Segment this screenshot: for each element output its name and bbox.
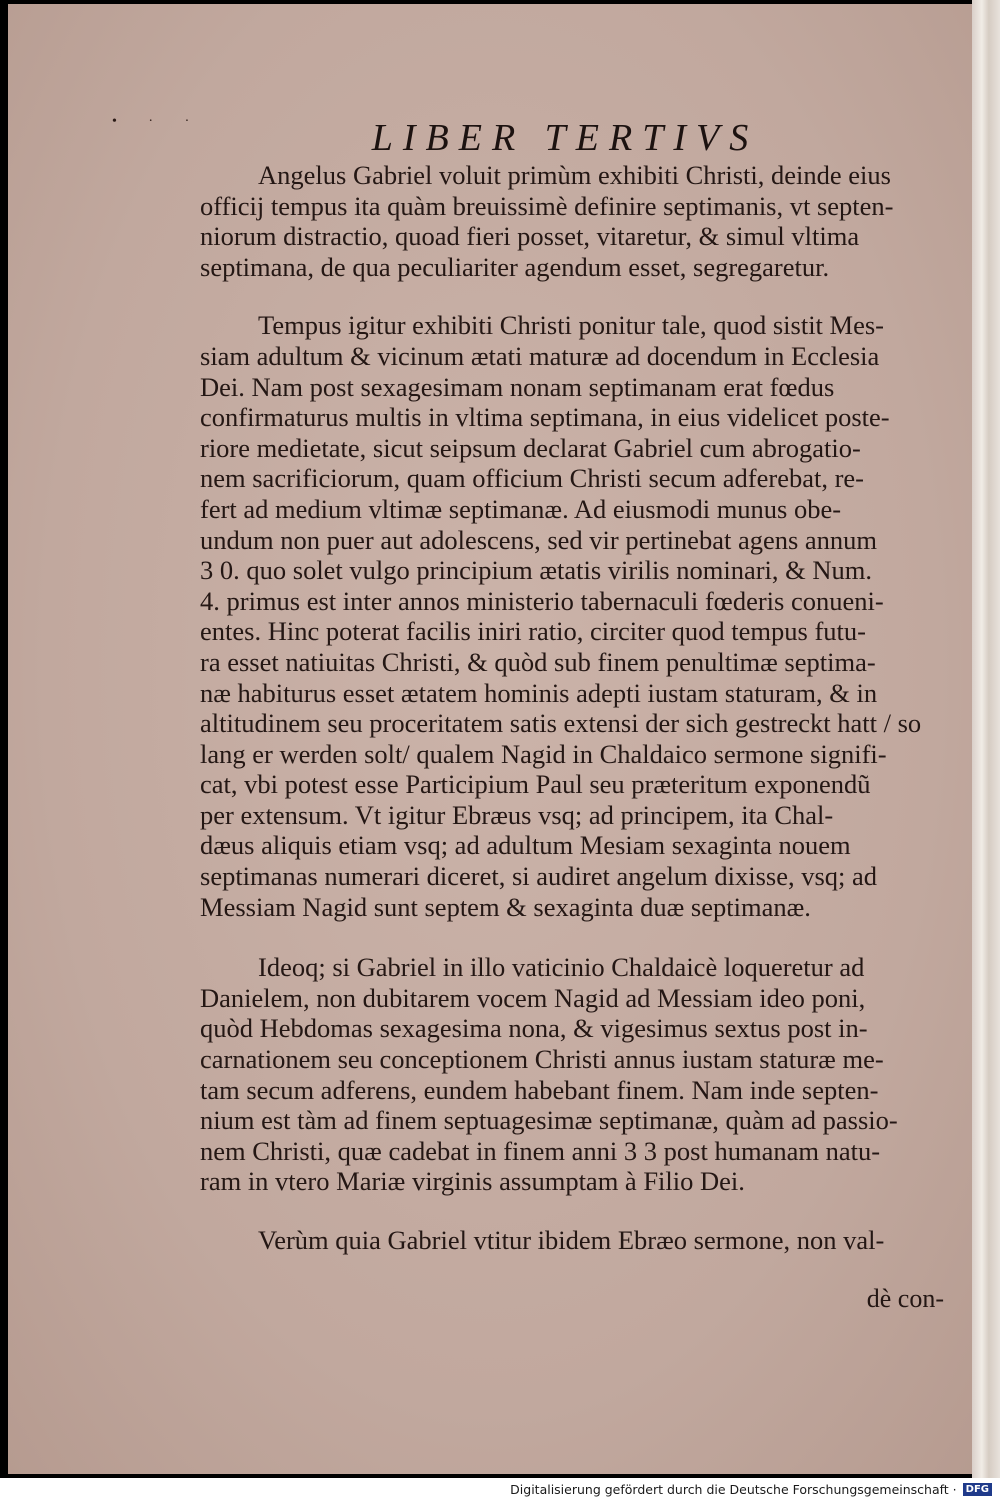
text-line: Messiam Nagid sunt septem & sexaginta duæ septimanæ. — [200, 891, 811, 922]
footer-bar — [0, 1478, 1000, 1501]
text-line: nem sacrificiorum, quam officium Christi secum adferebat, re- — [200, 463, 864, 494]
paragraph-3 — [200, 952, 970, 1197]
text-line: quòd Hebdomas sexagesima nona, & vigesimus sextus post in- — [200, 1013, 868, 1044]
text-line: ra esset natiuitas Christi, & quòd sub finem penultimæ septima- — [200, 646, 876, 677]
text-line: 4. primus est inter annos ministerio tabernaculi fœderis conueni- — [200, 585, 884, 616]
text-line: nium est tàm ad finem septuagesimæ septimanæ, quàm ad passio- — [200, 1105, 898, 1136]
text-line: undum non puer aut adolescens, sed vir pertinebat agens annum — [200, 524, 878, 555]
text-line: riore medietate, sicut seipsum declarat Gabriel cum abrogatio- — [200, 432, 861, 463]
text-line: entes. Hinc poterat facilis iniri ratio, circiter quod tempus futu- — [200, 616, 866, 647]
text-line: næ habiturus esset ætatem hominis adepti iustam staturam, & in — [200, 677, 878, 708]
text-line: altitudinem seu proceritatem satis extensi der sich gestreckt hatt / so — [200, 708, 922, 739]
text-line: Tempus igitur exhibiti Christi ponitur tale, quod sistit Mes- — [258, 310, 885, 341]
text-line: fert ad medium vltimæ septimanæ. Ad eiusmodi munus obe- — [200, 493, 842, 524]
paragraph-4 — [200, 1225, 970, 1256]
text-line: nem Christi, quæ cadebat in finem anni 3 3 post humanam natu- — [200, 1135, 881, 1166]
running-header: LIBER TERTIVS — [371, 117, 759, 159]
text-line: Angelus Gabriel voluit primùm exhibiti Christi, deinde eius — [258, 160, 891, 190]
page-edge — [972, 0, 1000, 1478]
text-line: lang er werden solt/ qualem Nagid in Chaldaico sermone signifi- — [200, 738, 887, 769]
text-line: 3 0. quo solet vulgo principium ætatis virilis nominari, & Num. — [200, 555, 873, 586]
text-line: Verùm quia Gabriel vtitur ibidem Ebræo sermone, non val- — [258, 1225, 885, 1255]
text-line: carnationem seu conceptionem Christi annus iustam staturæ me- — [200, 1044, 884, 1075]
text-line: niorum distractio, quoad fieri posset, vitaretur, & simul vltima — [200, 221, 860, 252]
text-line: ram in vtero Mariæ virginis assumptam à Filio Dei. — [200, 1166, 745, 1197]
text-line: officij tempus ita quàm breuissimè definire septimanis, vt septen- — [200, 190, 894, 221]
text-line: septimana, de qua peculiariter agendum esset, segregaretur. — [200, 251, 830, 282]
funding-note: Digitalisierung gefördert durch die Deutsche Forschungsgemeinschaft · — [510, 1482, 957, 1497]
text-line: tam secum adferens, eundem habebant finem. Nam inde septen- — [200, 1074, 879, 1105]
body-text — [200, 160, 970, 1256]
text-line: Ideoq; si Gabriel in illo vaticinio Chaldaicè loqueretur ad — [258, 952, 865, 983]
paragraph-2 — [200, 310, 970, 922]
text-line: per extensum. Vt igitur Ebræus vsq; ad principem, ita Chal- — [200, 799, 834, 830]
catchword: dè con- — [866, 1284, 944, 1313]
text-line: Danielem, non dubitarem vocem Nagid ad Messiam ideo poni, — [200, 982, 866, 1013]
text-line: confirmaturus multis in vltima septimana, in eius videlicet poste- — [200, 402, 890, 433]
text-line: siam adultum & vicinum ætati maturæ ad docendum in Ecclesia — [200, 340, 880, 371]
text-line: Dei. Nam post sexagesimam nonam septimanam erat fœdus — [200, 371, 835, 402]
text-line: dæus aliquis etiam vsq; ad adultum Mesiam sexaginta nouem — [200, 830, 851, 861]
text-line: septimanas numerari diceret, si audiret angelum dixisse, vsq; ad — [200, 861, 878, 892]
dfg-logo: DFG — [963, 1483, 992, 1496]
paragraph-1 — [200, 160, 970, 282]
corner-marks: • · · — [112, 114, 204, 129]
text-line: cat, vbi potest esse Participium Paul seu præteritum exponendũ — [200, 769, 871, 800]
